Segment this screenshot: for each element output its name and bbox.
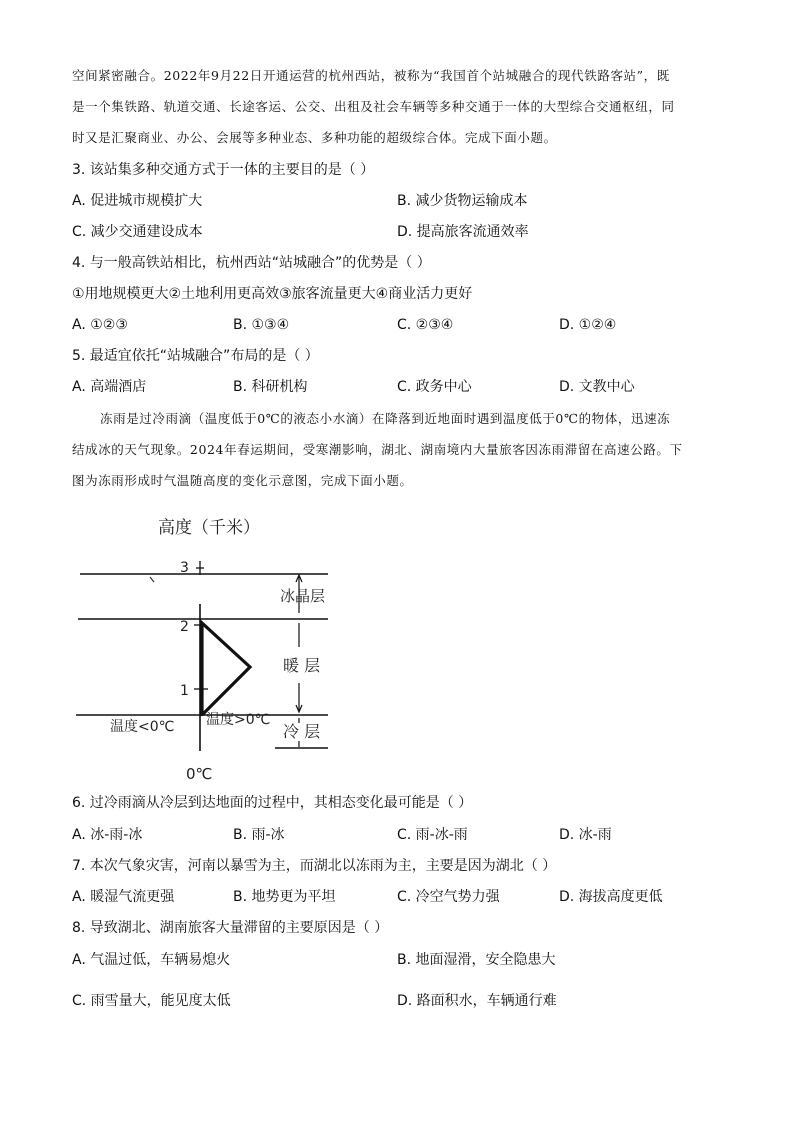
question-5-option-d: D. 文教中心 xyxy=(559,379,635,395)
question-4-option-a: A. ①②③ xyxy=(72,317,128,333)
question-3-option-b: B. 减少货物运输成本 xyxy=(397,193,528,209)
cold-layer-label: 冷 层 xyxy=(283,722,321,741)
height-axis-title: 高度（千米） xyxy=(158,518,260,538)
question-7-option-b: B. 地势更为平坦 xyxy=(233,889,336,905)
question-4-option-c: C. ②③④ xyxy=(397,317,454,333)
passage2-line-1: 冻雨是过冷雨滴（温度低于0℃的液态小水滴）在降落到近地面时遇到温度低于0℃的物体，迅速冻 xyxy=(100,411,671,426)
speck-mark xyxy=(150,577,154,582)
question-7-option-d: D. 海拔高度更低 xyxy=(559,889,663,905)
passage1-line-3: 时又是汇聚商业、办公、会展等多种业态、多种功能的超级综合体。完成下面小题。 xyxy=(72,130,557,145)
question-8-option-b: B. 地面湿滑，安全隐患大 xyxy=(397,952,556,968)
below-zero-label: 温度<0℃ xyxy=(110,719,175,735)
passage2-line-3: 图为冻雨形成时气温随高度的变化示意图，完成下面小题。 xyxy=(72,473,413,488)
tick-label-3: 3 xyxy=(180,560,189,576)
question-8-stem: 8. 导致湖北、湖南旅客大量滞留的主要原因是（ ） xyxy=(72,920,389,936)
question-6-option-b: B. 雨-冰 xyxy=(233,827,285,843)
temperature-profile-curve xyxy=(202,623,250,716)
freezing-rain-diagram xyxy=(70,505,350,790)
question-4-statements: ①用地规模更大②土地利用更高效③旅客流量更大④商业活力更好 xyxy=(72,286,473,302)
question-5-option-c: C. 政务中心 xyxy=(397,379,472,395)
question-4-stem: 4. 与一般高铁站相比，杭州西站“站城融合”的优势是（ ） xyxy=(72,255,431,271)
question-3-option-a: A. 促进城市规模扩大 xyxy=(72,193,203,209)
question-6-option-a: A. 冰-雨-冰 xyxy=(72,827,143,843)
question-6-option-c: C. 雨-冰-雨 xyxy=(397,827,468,843)
tick-label-1: 1 xyxy=(180,683,189,699)
question-6-option-d: D. 冰-雨 xyxy=(559,827,612,843)
question-7-stem: 7. 本次气象灾害，河南以暴雪为主，而湖北以冻雨为主，主要是因为湖北（ ） xyxy=(72,858,557,874)
question-4-option-b: B. ①③④ xyxy=(233,317,290,333)
question-5-option-a: A. 高端酒店 xyxy=(72,379,147,395)
question-6-stem: 6. 过冷雨滴从冷层到达地面的过程中，其相态变化最可能是（ ） xyxy=(72,795,473,811)
zero-degree-label: 0℃ xyxy=(186,765,213,783)
passage2-line-2: 结成冰的天气现象。2024年春运期间，受寒潮影响，湖北、湖南境内大量旅客因冻雨滞留在高速公路。下 xyxy=(72,442,683,457)
question-3-option-c: C. 减少交通建设成本 xyxy=(72,224,203,240)
above-zero-label: 温度>0℃ xyxy=(206,712,271,728)
question-7-option-c: C. 冷空气势力强 xyxy=(397,889,500,905)
tick-label-2: 2 xyxy=(180,619,189,635)
question-7-option-a: A. 暖湿气流更强 xyxy=(72,889,175,905)
question-8-option-d: D. 路面积水，车辆通行难 xyxy=(397,993,557,1009)
question-3-option-d: D. 提高旅客流通效率 xyxy=(397,224,529,240)
question-8-option-c: C. 雨雪量大，能见度太低 xyxy=(72,993,231,1009)
warm-layer-label: 暖 层 xyxy=(283,656,321,675)
ice-crystal-layer-label: 冰晶层 xyxy=(280,587,326,605)
question-3-stem: 3. 该站集多种交通方式于一体的主要目的是（ ） xyxy=(72,162,375,178)
question-5-option-b: B. 科研机构 xyxy=(233,379,308,395)
question-8-option-a: A. 气温过低，车辆易熄火 xyxy=(72,952,231,968)
question-4-option-d: D. ①②④ xyxy=(559,317,617,333)
passage1-line-1: 空间紧密融合。2022年9月22日开通运营的杭州西站，被称为“我国首个站城融合的现代铁路客站”，既 xyxy=(72,68,670,83)
question-5-stem: 5. 最适宜依托“站城融合”布局的是（ ） xyxy=(72,348,319,364)
passage1-line-2: 是一个集铁路、轨道交通、长途客运、公交、出租及社会车辆等多种交通于一体的大型综合交通枢纽，同 xyxy=(72,99,675,114)
